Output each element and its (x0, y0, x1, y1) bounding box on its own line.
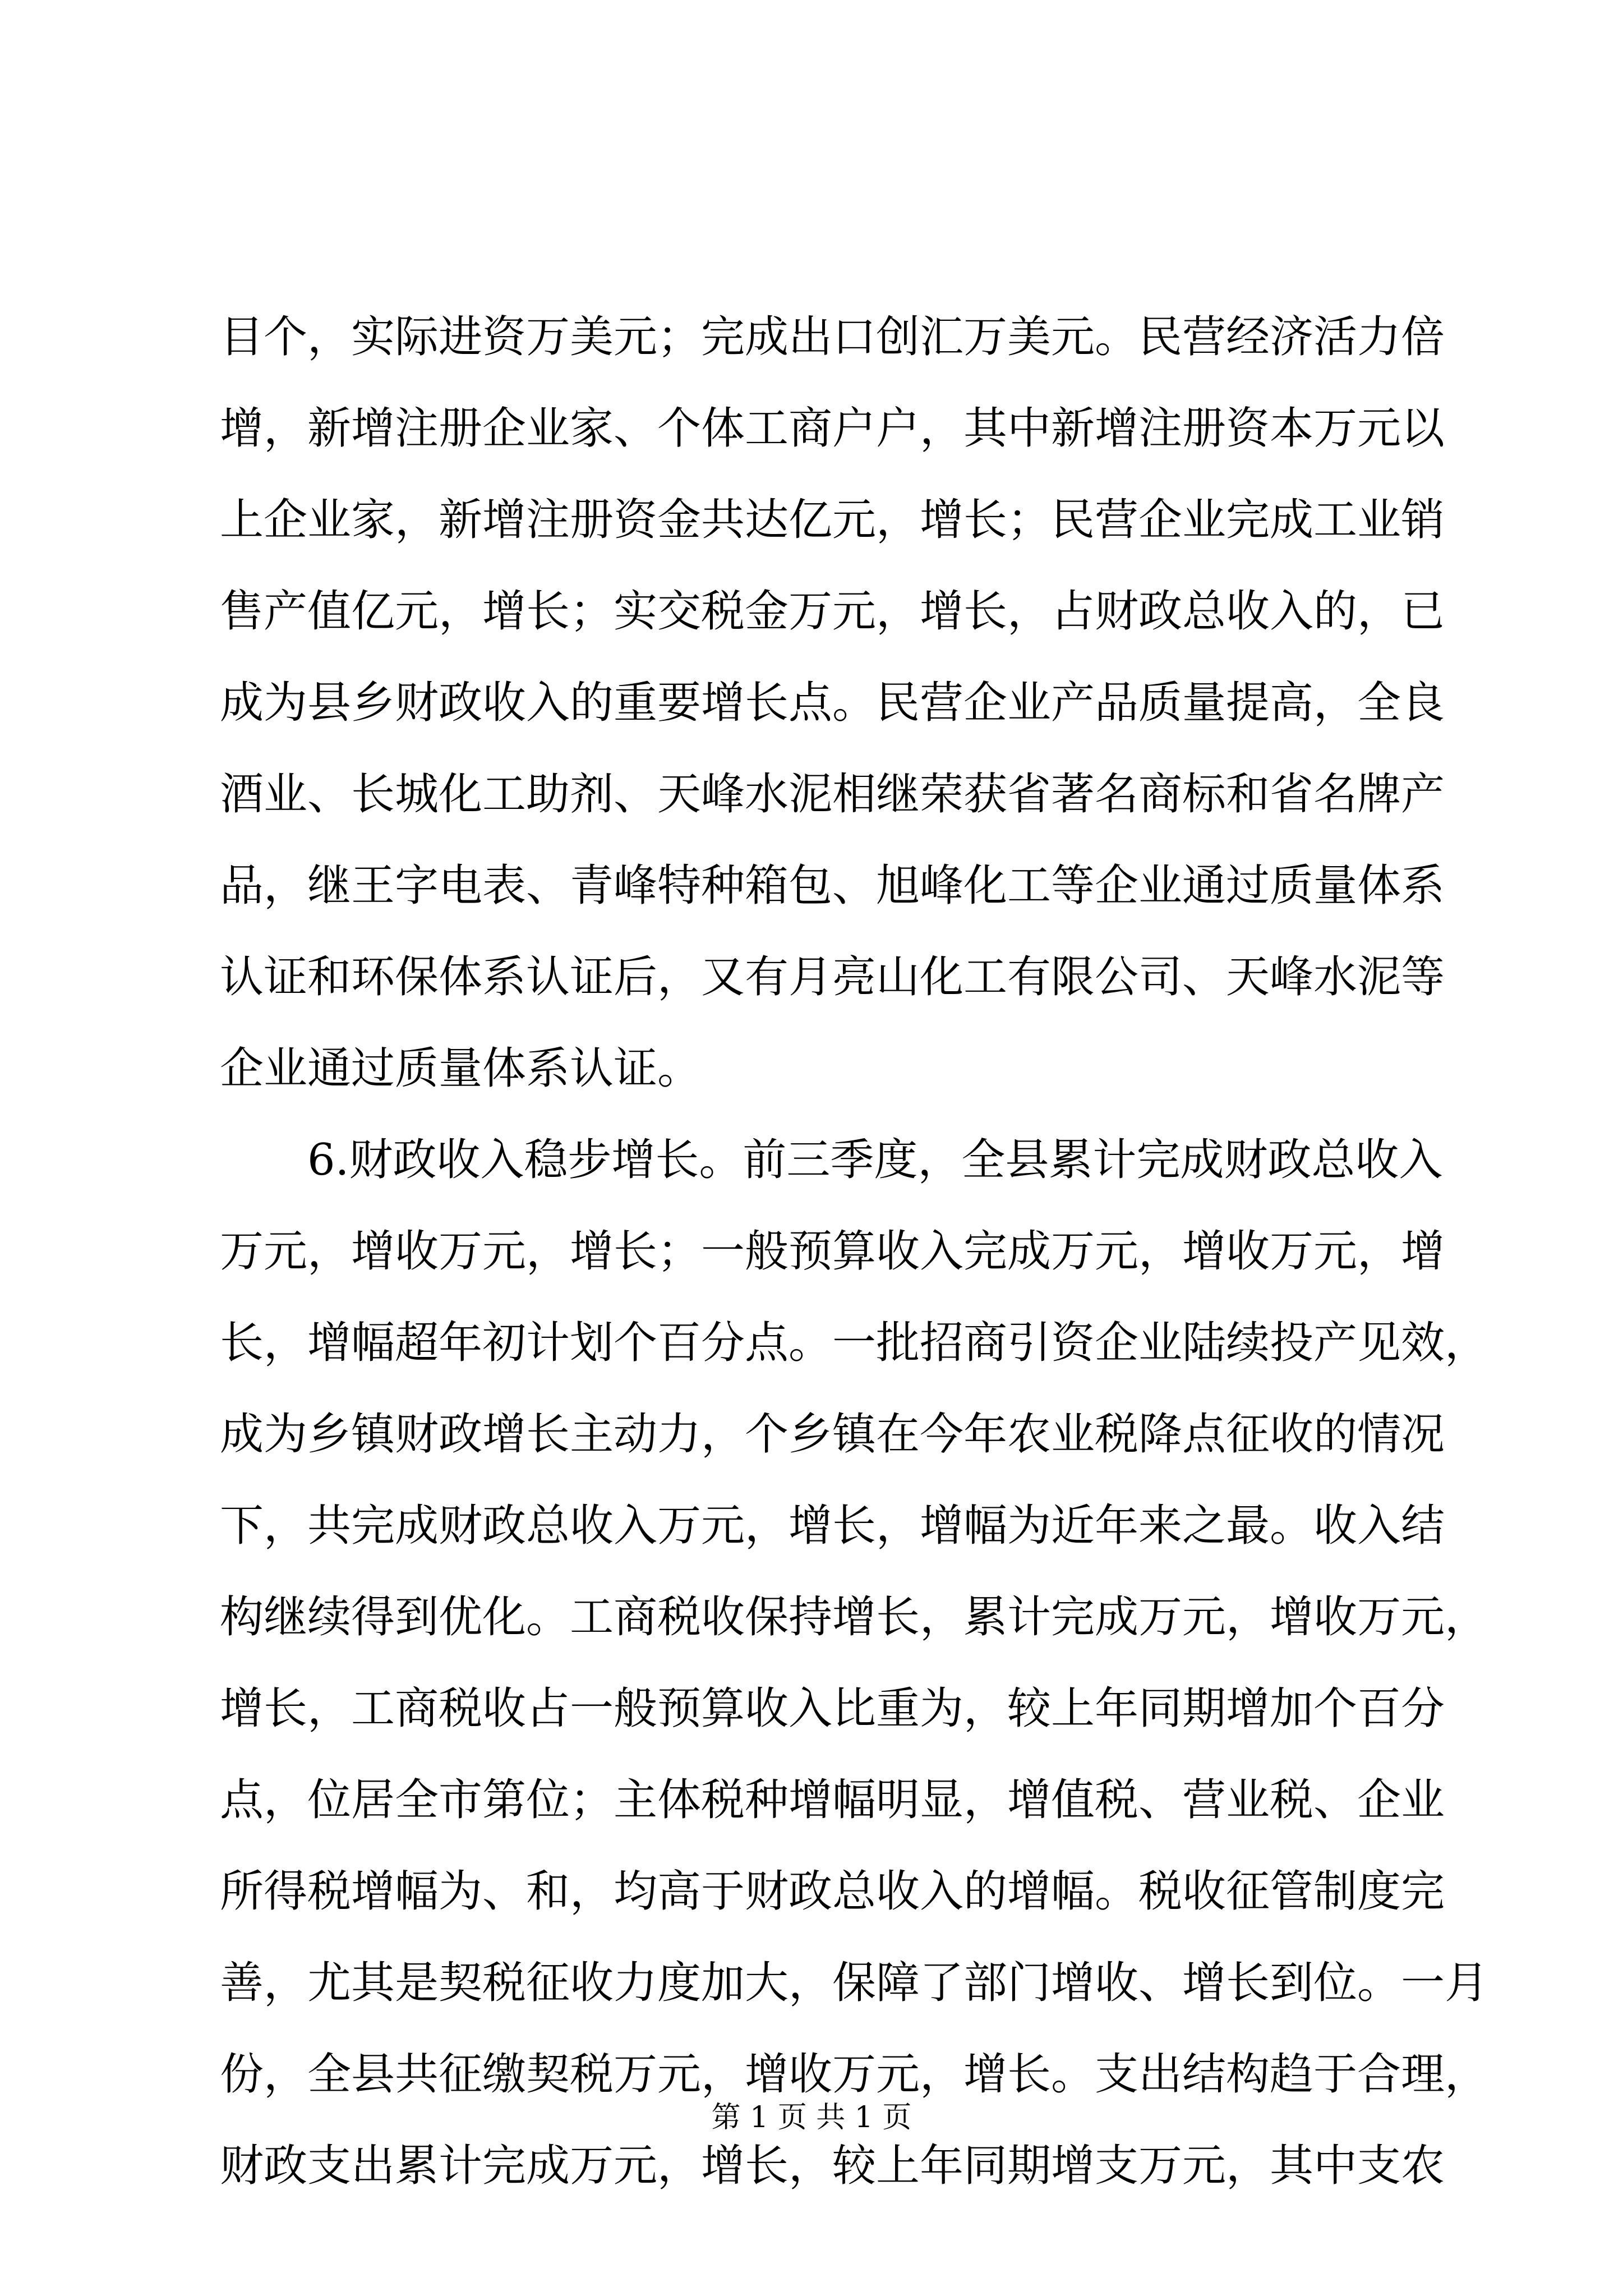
text-line: 目个，实际进资万美元；完成出口创汇万美元。民营经济活力倍 (220, 312, 1445, 362)
text-line: 财政支出累计完成万元，增长，较上年同期增支万元，其中支农 (220, 2141, 1445, 2191)
text-line: 上企业家，新增注册资金共达亿元，增长；民营企业完成工业销 (220, 495, 1445, 545)
text-line: 万元，增收万元，增长；一般预算收入完成万元，增收万元，增 (220, 1226, 1445, 1277)
text-line: 增，新增注册企业家、个体工商户户，其中新增注册资本万元以 (220, 403, 1445, 454)
text-line: 6.财政收入稳步增长。前三季度，全县累计完成财政总收入 (220, 1135, 1443, 1185)
text-line: 成为县乡财政收入的重要增长点。民营企业产品质量提高，全良 (220, 678, 1445, 728)
text-line: 下，共完成财政总收入万元，增长，增幅为近年来之最。收入结 (220, 1501, 1445, 1551)
text-line: 所得税增幅为、和，均高于财政总收入的增幅。税收征管制度完 (220, 1866, 1445, 1917)
text-line: 认证和环保体系认证后，又有月亮山化工有限公司、天峰水泥等 (220, 952, 1445, 1002)
text-line: 点，位居全市第位；主体税种增幅明显，增值税、营业税、企业 (220, 1775, 1445, 1825)
body-text (220, 292, 1489, 2212)
text-line: 构继续得到优化。工商税收保持增长，累计完成万元，增收万元， (220, 1592, 1489, 1642)
text-line: 份，全县共征缴契税万元，增收万元，增长。支出结构趋于合理， (220, 2049, 1489, 2100)
text-line: 善，尤其是契税征收力度加大，保障了部门增收、增长到位。一月 (220, 1958, 1489, 2008)
text-line: 成为乡镇财政增长主动力，个乡镇在今年农业税降点征收的情况 (220, 1409, 1445, 1460)
text-line: 售产值亿元，增长；实交税金万元，增长，占财政总收入的，已 (220, 586, 1445, 637)
page-footer: 第 1 页 共 1 页 (711, 2101, 912, 2134)
text-line: 酒业、长城化工助剂、天峰水泥相继荣获省著名商标和省名牌产 (220, 769, 1445, 820)
text-line: 企业通过质量体系认证。 (220, 1043, 702, 1094)
text-line: 增长，工商税收占一般预算收入比重为，较上年同期增加个百分 (220, 1683, 1445, 1734)
text-line: 长，增幅超年初计划个百分点。一批招商引资企业陆续投产见效， (220, 1318, 1489, 1368)
text-line: 品，继王字电表、青峰特种箱包、旭峰化工等企业通过质量体系 (220, 861, 1445, 911)
